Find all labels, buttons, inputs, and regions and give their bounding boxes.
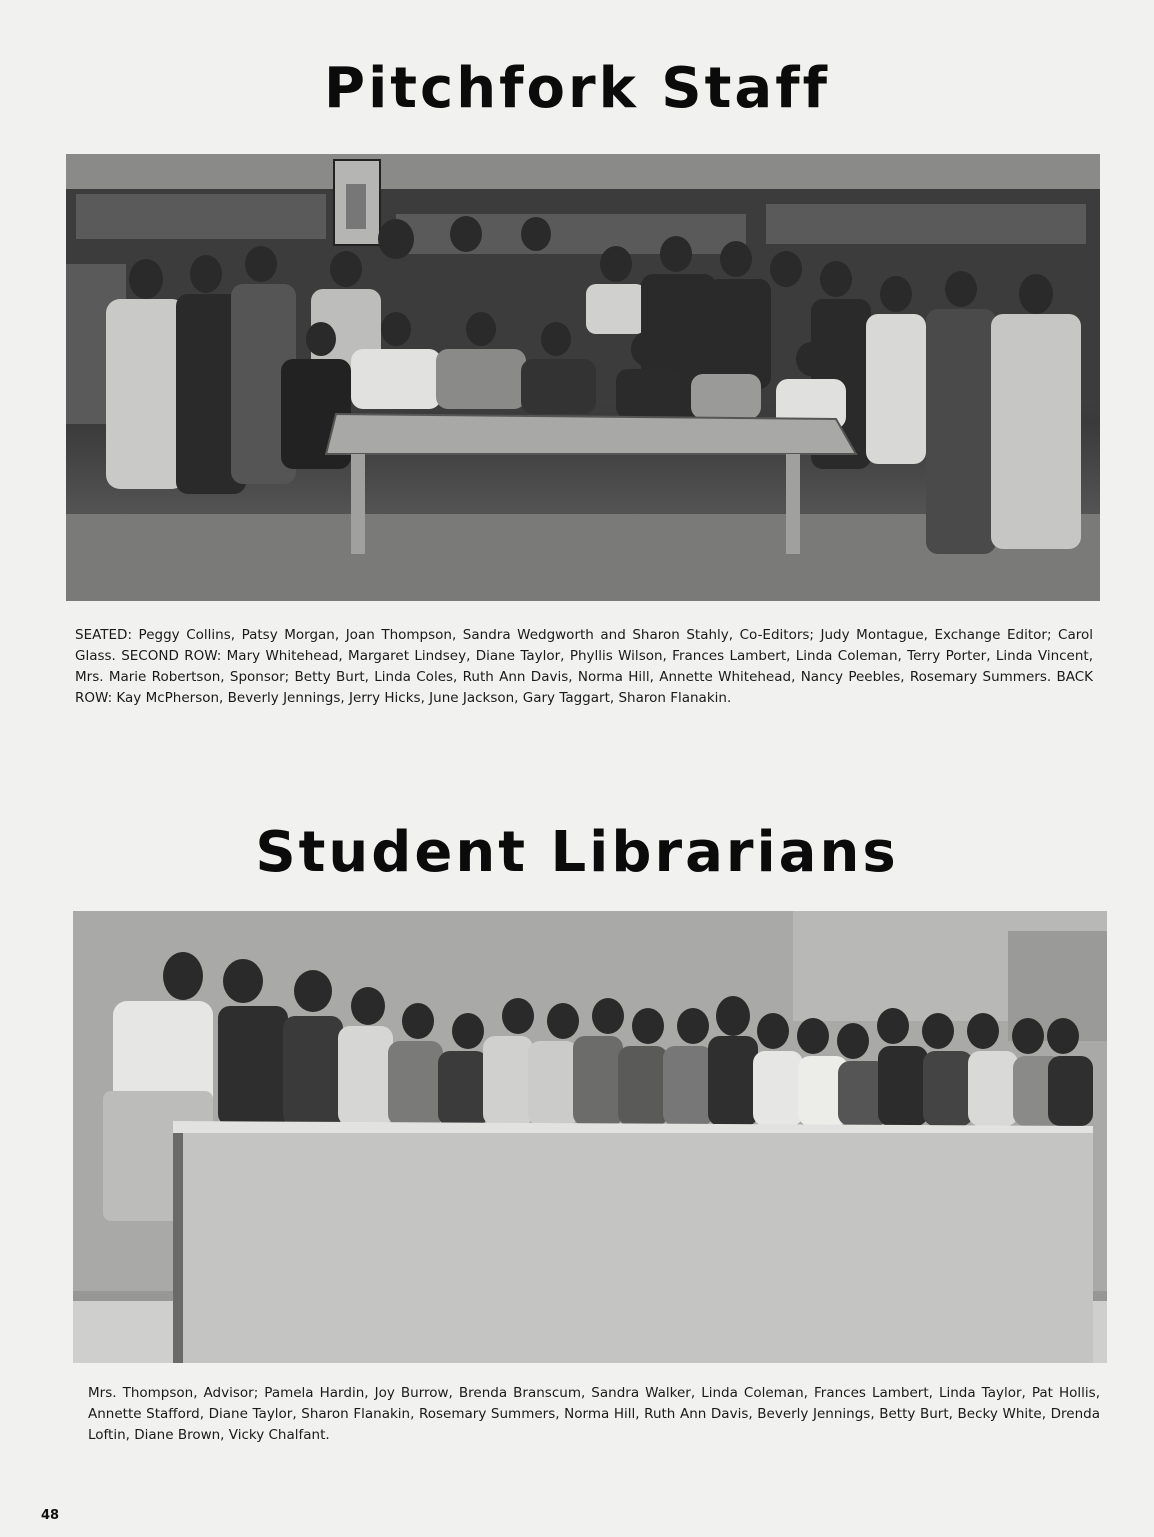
student-librarians-photo bbox=[73, 911, 1107, 1363]
pitchfork-staff-caption: SEATED: Peggy Collins, Patsy Morgan, Joan Thompson, Sandra Wedgworth and Sharon Stahly, Co-Editors; Judy Montague, Exchange Editor; Carol Glass. SECOND ROW: Mary Whitehead, Margaret Lindsey, Diane Taylor, Phyllis Wilson, Frances Lambert, Linda Coleman, Terry Porter, Linda Vincent, Mrs. Marie Robertson, Sponsor; Betty Burt, Linda Coles, Ruth Ann Davis, Norma Hill, Annette Whitehead, Nancy Peebles, Rosemary Summers. BACK ROW: Kay McPherson, Beverly Jennings, Jerry Hicks, June Jackson, Gary Taggart, Sharon Flanakin. bbox=[75, 627, 1093, 706]
section-title-student-librarians: Student Librarians bbox=[255, 820, 899, 885]
pitchfork-staff-photo bbox=[66, 154, 1100, 601]
student-librarians-photo-illustration bbox=[73, 911, 1107, 1363]
student-librarians-caption: Mrs. Thompson, Advisor; Pamela Hardin, Joy Burrow, Brenda Branscum, Sandra Walker, Linda Coleman, Frances Lambert, Linda Taylor, Pat Hollis, Annette Stafford, Diane Taylor, Sharon Flanakin, Rosemary Summers, Norma Hill, Ruth Ann Davis, Beverly Jennings, Betty Burt, Becky White, Drenda Loftin, Diane Brown, Vicky Chalfant. bbox=[88, 1385, 1100, 1443]
pitchfork-staff-photo-illustration bbox=[66, 154, 1100, 601]
section-title-pitchfork-staff: Pitchfork Staff bbox=[324, 56, 830, 121]
page-number: 48 bbox=[41, 1508, 60, 1523]
